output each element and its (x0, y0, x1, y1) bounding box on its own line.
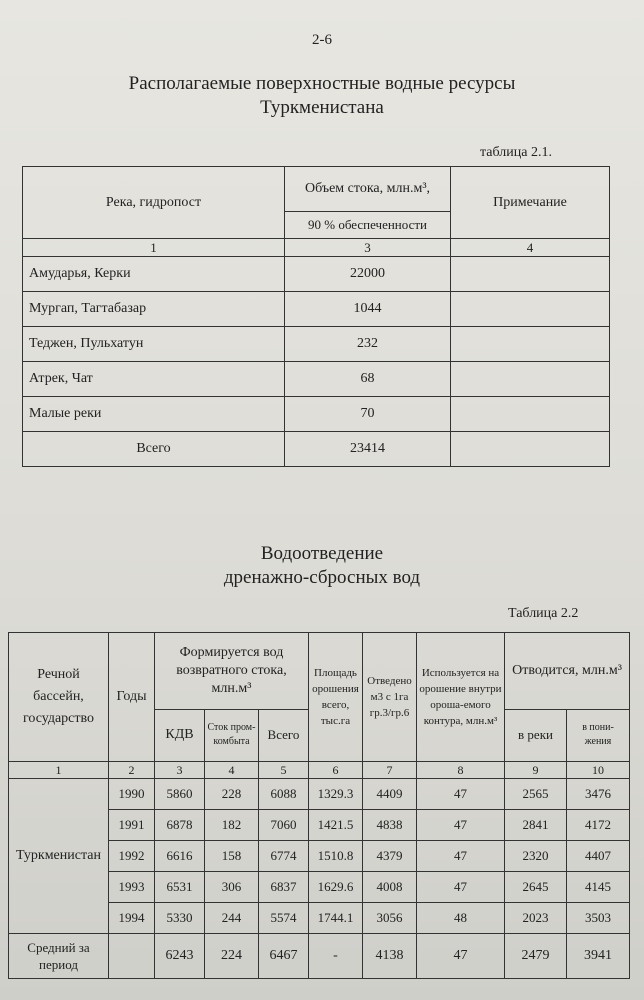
cell-year: 1993 (109, 872, 155, 903)
river-note (451, 397, 610, 432)
cell-industrial: 182 (205, 810, 259, 841)
cell-area: 1629.6 (309, 872, 363, 903)
average-rivers: 2479 (505, 934, 567, 979)
table2-average-row (9, 934, 630, 979)
average-label: Средний за период (9, 934, 109, 979)
table2-header-row (9, 633, 630, 710)
cell-kdv: 5330 (155, 903, 205, 934)
river-note (451, 327, 610, 362)
cell-total: 7060 (259, 810, 309, 841)
cell-used: 47 (417, 810, 505, 841)
average-used: 47 (417, 934, 505, 979)
colnum: 6 (309, 762, 363, 779)
cell-depressions: 4407 (567, 841, 630, 872)
cell-kdv: 6616 (155, 841, 205, 872)
colnum: 3 (155, 762, 205, 779)
total-label: Всего (23, 432, 285, 467)
header-total: Всего (259, 709, 309, 761)
cell-kdv: 5860 (155, 779, 205, 810)
colnum: 7 (363, 762, 417, 779)
cell-rivers: 2841 (505, 810, 567, 841)
header-used: Используется на орошение внутри ороша-емого контура, млн.м³ (417, 633, 505, 762)
header-industrial: Сток пром-комбыта (205, 709, 259, 761)
cell-industrial: 244 (205, 903, 259, 934)
table-row (23, 397, 610, 432)
cell-diverted: 4379 (363, 841, 417, 872)
average-total: 6467 (259, 934, 309, 979)
cell-industrial: 158 (205, 841, 259, 872)
colnum: 4 (451, 239, 610, 257)
cell-depressions: 4145 (567, 872, 630, 903)
table1 (22, 166, 610, 467)
header-note: Примечание (451, 167, 610, 239)
cell-diverted: 4409 (363, 779, 417, 810)
table1-total-row (23, 432, 610, 467)
basin-name: Туркменистан (9, 779, 109, 934)
colnum: 3 (285, 239, 451, 257)
river-note (451, 257, 610, 292)
cell-kdv: 6878 (155, 810, 205, 841)
cell-rivers: 2645 (505, 872, 567, 903)
river-name: Теджен, Пульхатун (23, 327, 285, 362)
cell-year: 1990 (109, 779, 155, 810)
average-area: - (309, 934, 363, 979)
colnum: 10 (567, 762, 630, 779)
header-diverted: Отведено м3 с 1га гр.3/гр.6 (363, 633, 417, 762)
table1-caption: таблица 2.1. (480, 145, 552, 160)
colnum: 1 (9, 762, 109, 779)
river-name: Атрек, Чат (23, 362, 285, 397)
cell-rivers: 2565 (505, 779, 567, 810)
cell-total: 6774 (259, 841, 309, 872)
cell-diverted: 4838 (363, 810, 417, 841)
table1-column-numbers (23, 239, 610, 257)
cell-rivers: 2023 (505, 903, 567, 934)
header-formed: Формируется вод возвратного стока, млн.м³ (155, 633, 309, 710)
cell-industrial: 306 (205, 872, 259, 903)
table1-title-line1: Располагаемые поверхностные водные ресурсы (128, 73, 516, 94)
header-volume: Объем стока, млн.м³, (285, 167, 451, 212)
river-note (451, 362, 610, 397)
colnum: 1 (23, 239, 285, 257)
header-volume-sub: 90 % обеспеченности (285, 212, 451, 239)
table2-caption: Таблица 2.2 (508, 606, 579, 621)
river-name: Амударья, Керки (23, 257, 285, 292)
colnum: 2 (109, 762, 155, 779)
river-volume: 1044 (285, 292, 451, 327)
cell-diverted: 3056 (363, 903, 417, 934)
cell-diverted: 4008 (363, 872, 417, 903)
river-volume: 22000 (285, 257, 451, 292)
cell-area: 1421.5 (309, 810, 363, 841)
header-years: Годы (109, 633, 155, 762)
cell-area: 1510.8 (309, 841, 363, 872)
header-to-depressions: в пони-жения (567, 709, 630, 761)
table-row (9, 779, 630, 810)
page-number: 2-6 (312, 32, 332, 48)
average-year (109, 934, 155, 979)
cell-total: 5574 (259, 903, 309, 934)
cell-depressions: 4172 (567, 810, 630, 841)
cell-used: 47 (417, 872, 505, 903)
cell-used: 47 (417, 841, 505, 872)
table2-column-numbers (9, 762, 630, 779)
river-name: Малые реки (23, 397, 285, 432)
river-volume: 70 (285, 397, 451, 432)
table-row (23, 257, 610, 292)
average-depressions: 3941 (567, 934, 630, 979)
table2-title (0, 542, 644, 590)
cell-kdv: 6531 (155, 872, 205, 903)
cell-total: 6837 (259, 872, 309, 903)
cell-year: 1992 (109, 841, 155, 872)
colnum: 4 (205, 762, 259, 779)
river-note (451, 292, 610, 327)
table2 (8, 632, 630, 979)
table1-title-line2: Туркменистана (260, 97, 384, 118)
colnum: 8 (417, 762, 505, 779)
cell-rivers: 2320 (505, 841, 567, 872)
total-volume: 23414 (285, 432, 451, 467)
cell-industrial: 228 (205, 779, 259, 810)
header-discharged: Отводится, млн.м³ (505, 633, 630, 710)
average-diverted: 4138 (363, 934, 417, 979)
river-volume: 68 (285, 362, 451, 397)
cell-used: 47 (417, 779, 505, 810)
cell-area: 1329.3 (309, 779, 363, 810)
average-kdv: 6243 (155, 934, 205, 979)
cell-total: 6088 (259, 779, 309, 810)
cell-area: 1744.1 (309, 903, 363, 934)
cell-year: 1994 (109, 903, 155, 934)
average-industrial: 224 (205, 934, 259, 979)
cell-depressions: 3503 (567, 903, 630, 934)
header-area: Площадь орошения всего, тыс.га (309, 633, 363, 762)
table1-title (0, 72, 644, 120)
table-row (23, 327, 610, 362)
total-note (451, 432, 610, 467)
table2-title-line1: Водоотведение (260, 543, 384, 564)
header-basin: Речной бассейн, государство (9, 633, 109, 762)
river-name: Мургап, Тагтабазар (23, 292, 285, 327)
table1-header-row (23, 167, 610, 212)
river-volume: 232 (285, 327, 451, 362)
table-row (23, 362, 610, 397)
table-row (23, 292, 610, 327)
colnum: 5 (259, 762, 309, 779)
cell-used: 48 (417, 903, 505, 934)
header-river: Река, гидропост (23, 167, 285, 239)
cell-year: 1991 (109, 810, 155, 841)
header-kdv: КДВ (155, 709, 205, 761)
header-to-rivers: в реки (505, 709, 567, 761)
cell-depressions: 3476 (567, 779, 630, 810)
table2-title-line2: дренажно-сбросных вод (223, 567, 421, 588)
colnum: 9 (505, 762, 567, 779)
